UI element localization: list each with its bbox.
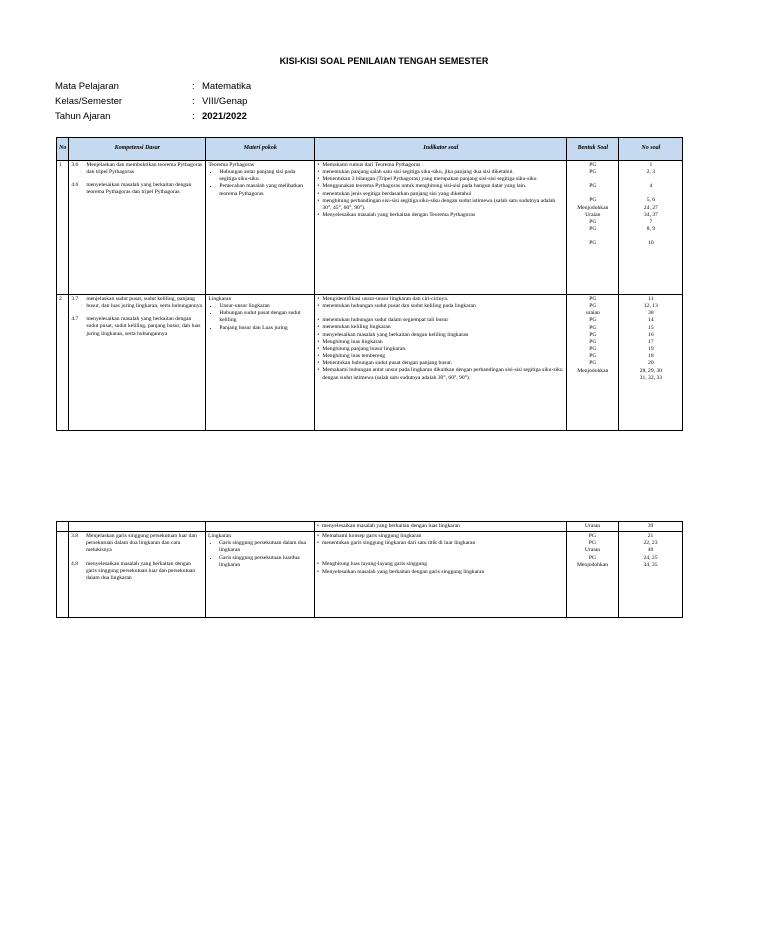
- kd-number: 3.8: [71, 533, 78, 540]
- indikator-cell: [315, 522, 567, 532]
- nosoal-value: 16: [648, 331, 654, 338]
- kisi-table: [56, 137, 683, 431]
- indikator-gap: [317, 310, 564, 317]
- indikator-item: • menentukan hubungan sudut dalam segiempat tali busur: [317, 317, 564, 324]
- materi-title: Teorema Pythagoras: [208, 162, 255, 168]
- meta-class: [55, 94, 251, 109]
- kd-text: menyelesaikan masalah yang berkaitan dengan sudut pusat, sudut keliling, panjang busur, dan luas juring lingkaran, serta hubungannya: [86, 316, 201, 337]
- meta-label: Tahun Ajaran: [55, 111, 111, 122]
- bentuk-value: PG: [589, 303, 597, 310]
- nosoal-value: 21: [647, 533, 654, 540]
- header-no: No: [57, 138, 69, 161]
- nosoal-cell: [619, 295, 683, 431]
- kd-number: 3.7: [71, 296, 79, 302]
- nosoal-cell: 39: [619, 522, 683, 532]
- table-header: [57, 138, 683, 161]
- indikator-item: • Menggunakan teorema Pythagoras untuk menghitung sisi-sisi pada bangun datar yang lain.: [317, 183, 564, 190]
- document-title: KISI-KISI SOAL PENILAIAN TENGAH SEMESTER: [279, 56, 489, 66]
- materi-item: • Garis singgung persekutuan luardua lingkaran: [219, 555, 312, 569]
- nosoal-value: 31, 32, 33: [639, 374, 663, 381]
- kd-cell: [69, 532, 206, 618]
- materi-title: Lingkaran: [208, 533, 231, 540]
- indikator-item: • menentukan jenis segitiga berdasarkan panjang sisi yang diketahui: [317, 191, 564, 198]
- meta-subject: [55, 79, 251, 94]
- materi-title: Lingkaran: [208, 296, 232, 302]
- indikator-item: • Menentukan hubungan sudut pusat dengan panjang busur.: [317, 360, 564, 367]
- indikator-cell: [315, 161, 567, 295]
- bentuk-value: PG: [589, 353, 597, 360]
- bentuk-value: Uraian: [585, 211, 601, 218]
- bentuk-value: PG: [589, 226, 597, 233]
- indikator-item: • menyelesaikan masalah yang berkaitan dengan luas lingkaran: [317, 523, 564, 530]
- header-materi: Materi pokok: [206, 138, 315, 161]
- document-meta: [55, 79, 251, 124]
- kisi-table-continued: [56, 521, 683, 618]
- indikator-gap: [317, 547, 564, 561]
- bentuk-value: PG: [589, 360, 597, 367]
- indikator-item: • Menentukan 3 bilangan (Tripel Pythagoras) yang merupakan panjang sisi-sisi segitiga siku-siku: [317, 176, 564, 183]
- nosoal-value: 24, 27: [643, 204, 658, 211]
- bentuk-value: PG: [588, 533, 597, 540]
- bentuk-cell: [567, 532, 619, 618]
- meta-value: 2021/2022: [202, 111, 247, 122]
- nosoal-value: 14: [648, 317, 654, 324]
- kd-number: 4.8: [71, 560, 78, 567]
- nosoal-value: 1: [649, 162, 653, 168]
- indikator-cell: [315, 295, 567, 431]
- bentuk-value: PG: [588, 554, 597, 561]
- nosoal-value: 4: [649, 183, 653, 190]
- indikator-item: • Menyelesaikan masalah yang berkaitan dengan Teorema Pythagoras: [317, 212, 564, 219]
- header-indikator: Indikator soal: [315, 138, 567, 161]
- kd-number: 4.6: [71, 182, 79, 189]
- kd-text: Menjelaskan dan membuktikan teorema Pythagoras dan tripel Pythagoras: [86, 162, 203, 176]
- table-row: [57, 522, 683, 532]
- bentuk-value: PG: [589, 317, 597, 324]
- nosoal-gap: [621, 190, 680, 197]
- nosoal-value: 28, 29, 30: [639, 367, 663, 374]
- materi-cell: [206, 522, 315, 532]
- meta-separator: :: [192, 111, 195, 122]
- table-row: [57, 295, 683, 431]
- indikator-item: • menentukan garis singgung lingkaran dari satu titik di luar lingkaran: [317, 540, 564, 547]
- nosoal-value: 19: [648, 346, 654, 353]
- bentuk-value: Menjodohkan: [577, 204, 609, 211]
- row-number: 2: [57, 295, 69, 431]
- bentuk-value: PG: [589, 346, 597, 353]
- bentuk-value: Menjodohkan: [577, 367, 609, 374]
- row-number: [57, 532, 69, 618]
- meta-separator: :: [192, 96, 195, 107]
- indikator-item: • menyelesaikan masalah yang berkaitan dengan keliling lingkaran: [317, 332, 564, 339]
- header-bentuk: Bentuk Soal: [567, 138, 619, 161]
- row-number: 1: [57, 161, 69, 295]
- indikator-item: • Menghitung luas tembereng: [317, 353, 564, 360]
- nosoal-value: 22, 23: [643, 540, 658, 547]
- indikator-item: • Menyelesaikan masalah yang berkaitan dengan garis singgung lingkaran: [317, 569, 564, 576]
- bentuk-value: PG: [589, 169, 597, 176]
- nosoal-value: 34, 37: [643, 211, 658, 218]
- table-row: [57, 532, 683, 618]
- nosoal-value: 38: [648, 310, 654, 317]
- materi-item: • Hubungan antar panjang sisi pada segitiga siku-siku: [219, 169, 312, 183]
- header-kompetensi: Kompetensi Dasar: [69, 138, 206, 161]
- bentuk-value: uraian: [585, 310, 600, 317]
- indikator-item: • menghitung perbandingan sisi-sisi segitiga siku-siku dengan sudut istimewa (salah satu sudutnya adalah 30°, 45°, 60°, 90°).: [317, 198, 564, 212]
- nosoal-value: 11: [648, 296, 654, 302]
- kd-text: menjelaskan sudut pusat, sudut keliling, panjang busur, dan luas juring lingkaran, serta hubungannya: [86, 296, 203, 310]
- kd-text: menyelesaikan masalah yang berkaitan dengan garis singgung persekutuan luar dan persekutuan dalam dua lingkaran: [86, 560, 196, 581]
- bentuk-cell: [567, 295, 619, 431]
- nosoal-value: 2, 3: [646, 169, 656, 176]
- meta-value: Matematika: [202, 81, 252, 92]
- nosoal-value: 5, 6: [646, 197, 656, 204]
- bentuk-gap: [569, 190, 616, 197]
- materi-cell: [206, 161, 315, 295]
- nosoal-value: 15: [648, 324, 654, 331]
- indikator-cell: [315, 532, 567, 618]
- kd-cell: [69, 295, 206, 431]
- bentuk-value: Uraian: [584, 547, 601, 554]
- kd-cell: [69, 161, 206, 295]
- indikator-item: • Menghitung luas layang-layang garis singgung: [317, 561, 564, 568]
- indikator-item: • Memahami konsep garis singgung lingkaran: [317, 533, 564, 540]
- meta-separator: :: [192, 81, 195, 92]
- nosoal-gap: [621, 233, 680, 240]
- bentuk-value: PG: [589, 338, 597, 345]
- nosoal-value: 20: [648, 360, 654, 367]
- bentuk-value: PG: [588, 540, 597, 547]
- header-nosoal: No soal: [619, 138, 683, 161]
- nosoal-cell: [619, 532, 683, 618]
- bentuk-value: PG: [589, 162, 597, 168]
- materi-item: • Unsur-unsur lingkaran: [219, 303, 312, 310]
- bentuk-value: PG: [589, 324, 597, 331]
- nosoal-value: 34, 35: [643, 561, 658, 568]
- kd-number: 4.7: [71, 316, 79, 323]
- row-number: [57, 522, 69, 532]
- nosoal-value: 8, 9: [646, 226, 656, 233]
- indikator-item: • Menghitung panjang busur lingkaran.: [317, 346, 564, 353]
- nosoal-value: 17: [648, 338, 654, 345]
- nosoal-gap: [621, 176, 680, 183]
- table-row: [57, 161, 683, 295]
- indikator-item: • Mengidentifikasi unsur-unsur lingkaran dan ciri-cirinya.: [317, 296, 564, 303]
- bentuk-cell: Uraian: [567, 522, 619, 532]
- nosoal-value: 40: [647, 547, 654, 554]
- bentuk-value: PG: [589, 240, 597, 247]
- materi-item: • Panjang busur dan Luas juring: [219, 325, 312, 332]
- indikator-item: • Memahami rumus dari Teorema Pythagoras .: [317, 162, 564, 169]
- meta-value: VIII/Genap: [202, 96, 248, 107]
- materi-item: • Hubungan sudut pusat dengan sudut keliling: [219, 310, 312, 324]
- indikator-item: • Menghitung luas lingkaran: [317, 339, 564, 346]
- kd-text: Menjelaskan garis singgung persekutuan luar dan persekutuan dalam dua lingkaran dan cara melukisnya: [86, 533, 197, 554]
- nosoal-value: 10: [648, 240, 654, 247]
- kd-text: menyelesaikan masalah yang berkaitan dengan teorema Pythagoras dan tripel Pythagoras: [86, 182, 192, 196]
- indikator-item: • menentukan hubungan sudut pusat dan sudut keliling pada lingkaran: [317, 303, 564, 310]
- indikator-item: • Memahami hubungan antar unsur pada lingkaran dikaitkan dengan perbandingan sisi-sisi segitiga siku-siku dengan sudut istimewa (salah satu sudutnya adalah 30°, 60°, 90°).: [317, 367, 564, 381]
- materi-item: • Pemecahan masalah yang melibatkan teorema Pythagoras: [219, 183, 312, 197]
- bentuk-value: Menjodohkan: [576, 561, 609, 568]
- bentuk-gap: [569, 176, 616, 183]
- materi-cell: [206, 532, 315, 618]
- meta-label: Mata Pelajaran: [55, 81, 119, 92]
- nosoal-value: 12, 13: [643, 303, 658, 310]
- meta-year: [55, 109, 251, 124]
- nosoal-value: 24, 25: [643, 554, 658, 561]
- meta-label: Kelas/Semester: [55, 96, 123, 107]
- kd-number: 3.6: [71, 162, 79, 168]
- materi-cell: [206, 295, 315, 431]
- nosoal-cell: [619, 161, 683, 295]
- kd-cell: [69, 522, 206, 532]
- bentuk-cell: [567, 161, 619, 295]
- indikator-item: • menentukan panjang salah satu sisi segitiga siku-siku, jika panjang dua sisi diketahui.: [317, 169, 564, 176]
- bentuk-value: PG: [589, 296, 597, 302]
- bentuk-value: PG: [589, 183, 597, 190]
- indikator-item: • menentukan keliling lingkaran: [317, 324, 564, 331]
- nosoal-value: 18: [648, 353, 654, 360]
- bentuk-value: PG: [589, 218, 597, 225]
- bentuk-gap: [569, 233, 616, 240]
- nosoal-value: 7: [649, 218, 653, 225]
- bentuk-value: PG: [589, 331, 597, 338]
- materi-item: • Garis singgung persekutuan dalam dua lingkaran: [219, 540, 312, 554]
- bentuk-value: PG: [589, 197, 597, 204]
